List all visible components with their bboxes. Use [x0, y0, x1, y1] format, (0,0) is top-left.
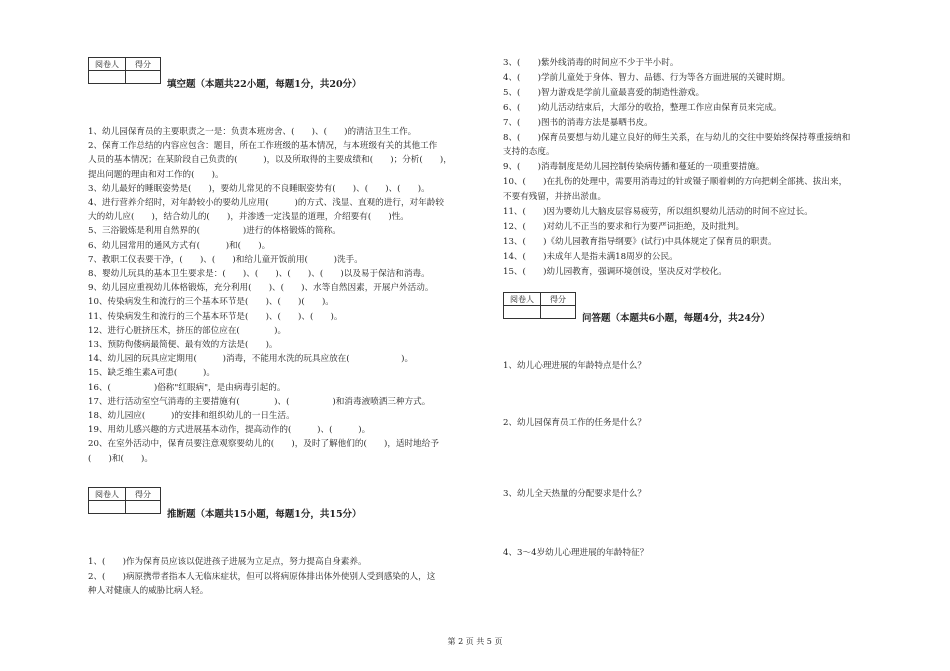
score-cell	[126, 501, 161, 514]
text-line: 15、缺乏维生素A可患( )。	[88, 368, 215, 379]
reviewer-cell	[504, 306, 541, 319]
text-line: 15、( )幼儿园教育，强调环境创设，坚决反对学校化。	[503, 266, 727, 277]
text-line: 提出问题的理由和对工作的( )。	[88, 169, 224, 180]
section-title-fill: 填空题（本题共22小题，每题1分，共20分）	[167, 79, 362, 90]
qa-item: 2、幼儿园保育员工作的任务是什么？	[503, 418, 646, 428]
text-line: 13、预防佝偻病最简便、最有效的方法是( )。	[88, 340, 278, 350]
text-line: 种人对健康人的威胁比病人轻。	[88, 586, 209, 596]
text-line: 14、( )未成年人是指未满18周岁的公民。	[503, 251, 678, 262]
text-line: 5、( )智力游戏是学前儿童最喜爱的制造性游戏。	[503, 87, 705, 98]
reviewer-cell	[89, 71, 126, 84]
score-box-judge	[88, 487, 161, 514]
text-line: 14、幼儿园的玩具应定期用( )消毒，不能用水洗的玩具应放在( )。	[88, 354, 414, 365]
reviewer-label: 阅卷人	[89, 488, 126, 501]
text-line: 9、( )消毒制度是幼儿园控制传染病传播和蔓延的一项重要措施。	[503, 162, 765, 173]
page-footer: 第 2 页 共 5 页	[447, 637, 503, 646]
text-line: 支持的态度。	[503, 147, 555, 158]
text-line: 3、幼儿最好的睡眠姿势是( )，要幼儿常见的不良睡眠姿势有( )、( )、( )。	[88, 183, 430, 194]
score-box-fill	[88, 57, 161, 84]
score-box-qa	[503, 292, 576, 319]
text-line: 7、教职工仪表要干净，( )、( )和给儿童开饭前用( )洗手。	[88, 254, 363, 265]
score-cell	[541, 306, 576, 319]
qa-item: 1、幼儿心理进展的年龄特点是什么？	[503, 361, 646, 371]
text-line: 8、婴幼儿玩具的基本卫生要求是：( )、( )、( )、( )以及易于保洁和消毒。	[88, 269, 430, 279]
qa-item: 4、3～4岁幼儿心理进展的年龄特征？	[503, 548, 649, 558]
score-cell	[126, 71, 161, 84]
text-line: 13、( )《幼儿园教育指导纲要》(试行)中具体规定了保育员的职责。	[503, 236, 777, 247]
text-line: 2、( )病原携带者指本人无临床症状，但可以将病原体排出体外使别人受到感染的人，这	[88, 571, 436, 582]
text-line: 19、用幼儿感兴趣的方式进展基本动作，提高动作的( )、( )。	[88, 425, 371, 436]
section-title-judge: 推断题（本题共15小题，每题1分，共15分）	[167, 509, 362, 520]
reviewer-cell	[89, 501, 126, 514]
text-line: 11、( )因为婴幼儿大脑皮层容易疲劳，所以组织婴幼儿活动的时间不应过长。	[503, 207, 813, 217]
text-line: 4、( )学前儿童处于身体、智力、品德、行为等各方面进展的关键时期。	[503, 72, 791, 83]
text-line: 12、进行心脏挤压术，挤压的部位应在( )。	[88, 325, 287, 336]
text-line: 9、幼儿园应重视幼儿体格锻炼，充分利用( )、( )、水等自然因素，开展户外活动。	[88, 283, 434, 294]
text-line: 不要有残留，并挤出淤血。	[503, 192, 607, 203]
text-line: 1、幼儿园保育员的主要职责之一是：负责本班房舍、( )、( )的清洁卫生工作。	[88, 127, 417, 137]
text-line: 16、( )俗称"红眼病"，是由病毒引起的。	[88, 382, 286, 393]
text-line: 7、( )图书的消毒方法是暴晒书皮。	[503, 117, 653, 128]
text-line: 6、幼儿园常用的通风方式有( )和( )。	[88, 240, 271, 251]
text-line: 2、保育工作总结的内容应包含：题目，所在工作班级的基本情况，与本班级有关的其他工作	[88, 141, 438, 152]
score-label: 得分	[541, 293, 576, 306]
text-line: 20、在室外活动中，保育员要注意观察要幼儿的( )，及时了解他们的( )，适时地给予	[88, 439, 439, 450]
reviewer-label: 阅卷人	[89, 58, 126, 71]
text-line: 17、进行活动室空气消毒的主要措施有( )、( )和消毒液喷洒三种方式。	[88, 396, 431, 407]
text-line: 5、三浴锻炼是利用自然界的( )进行的体格锻炼的简称。	[88, 226, 341, 237]
text-line: 18、幼儿园应( )的安排和组织幼儿的一日生活。	[88, 411, 295, 421]
text-line: 4、进行营养介绍时，对年龄较小的要幼儿应用( )的方式、浅显、直观的进行，对年龄较	[88, 198, 444, 208]
text-line: ( )和( )。	[88, 453, 153, 464]
qa-item: 3、幼儿全天热量的分配要求是什么？	[503, 489, 646, 499]
text-line: 6、( )幼儿活动结束后，大部分的收拾，整理工作应由保育员来完成。	[503, 102, 782, 113]
text-line: 人员的基本情况；在某阶段自己负责的( )，以及所取得的主要成绩和( )；分析( )，	[88, 155, 452, 166]
text-line: 10、传染病发生和流行的三个基本环节是( )、( )( )。	[88, 297, 334, 308]
text-line: 12、( )对幼儿不正当的要求和行为要严词拒绝，及时批判。	[503, 221, 745, 232]
score-label: 得分	[126, 488, 161, 501]
text-line: 8、( )保育员要想与幼儿建立良好的师生关系，在与幼儿的交往中要始终保持尊重接纳和	[503, 132, 851, 143]
text-line: 11、传染病发生和流行的三个基本环节是( )、( )、( )。	[88, 311, 343, 322]
text-line: 大的幼儿应( )，结合幼儿的( )，并渗透一定浅显的道理，介绍要有( )性。	[88, 212, 409, 223]
score-label: 得分	[126, 58, 161, 71]
section-title-qa: 问答题（本题共6小题，每题4分，共24分）	[582, 313, 770, 324]
text-line: 1、( )作为保育员应该以促进孩子进展为立足点，努力提高自身素养。	[88, 557, 367, 567]
reviewer-label: 阅卷人	[504, 293, 541, 306]
text-line: 3、( )紫外线消毒的时间应不少于半小时。	[503, 58, 679, 68]
text-line: 10、( )在扎伤的处理中，需要用消毒过的针或镊子顺着刺的方向把刺全部挑、拔出来，	[503, 177, 848, 188]
